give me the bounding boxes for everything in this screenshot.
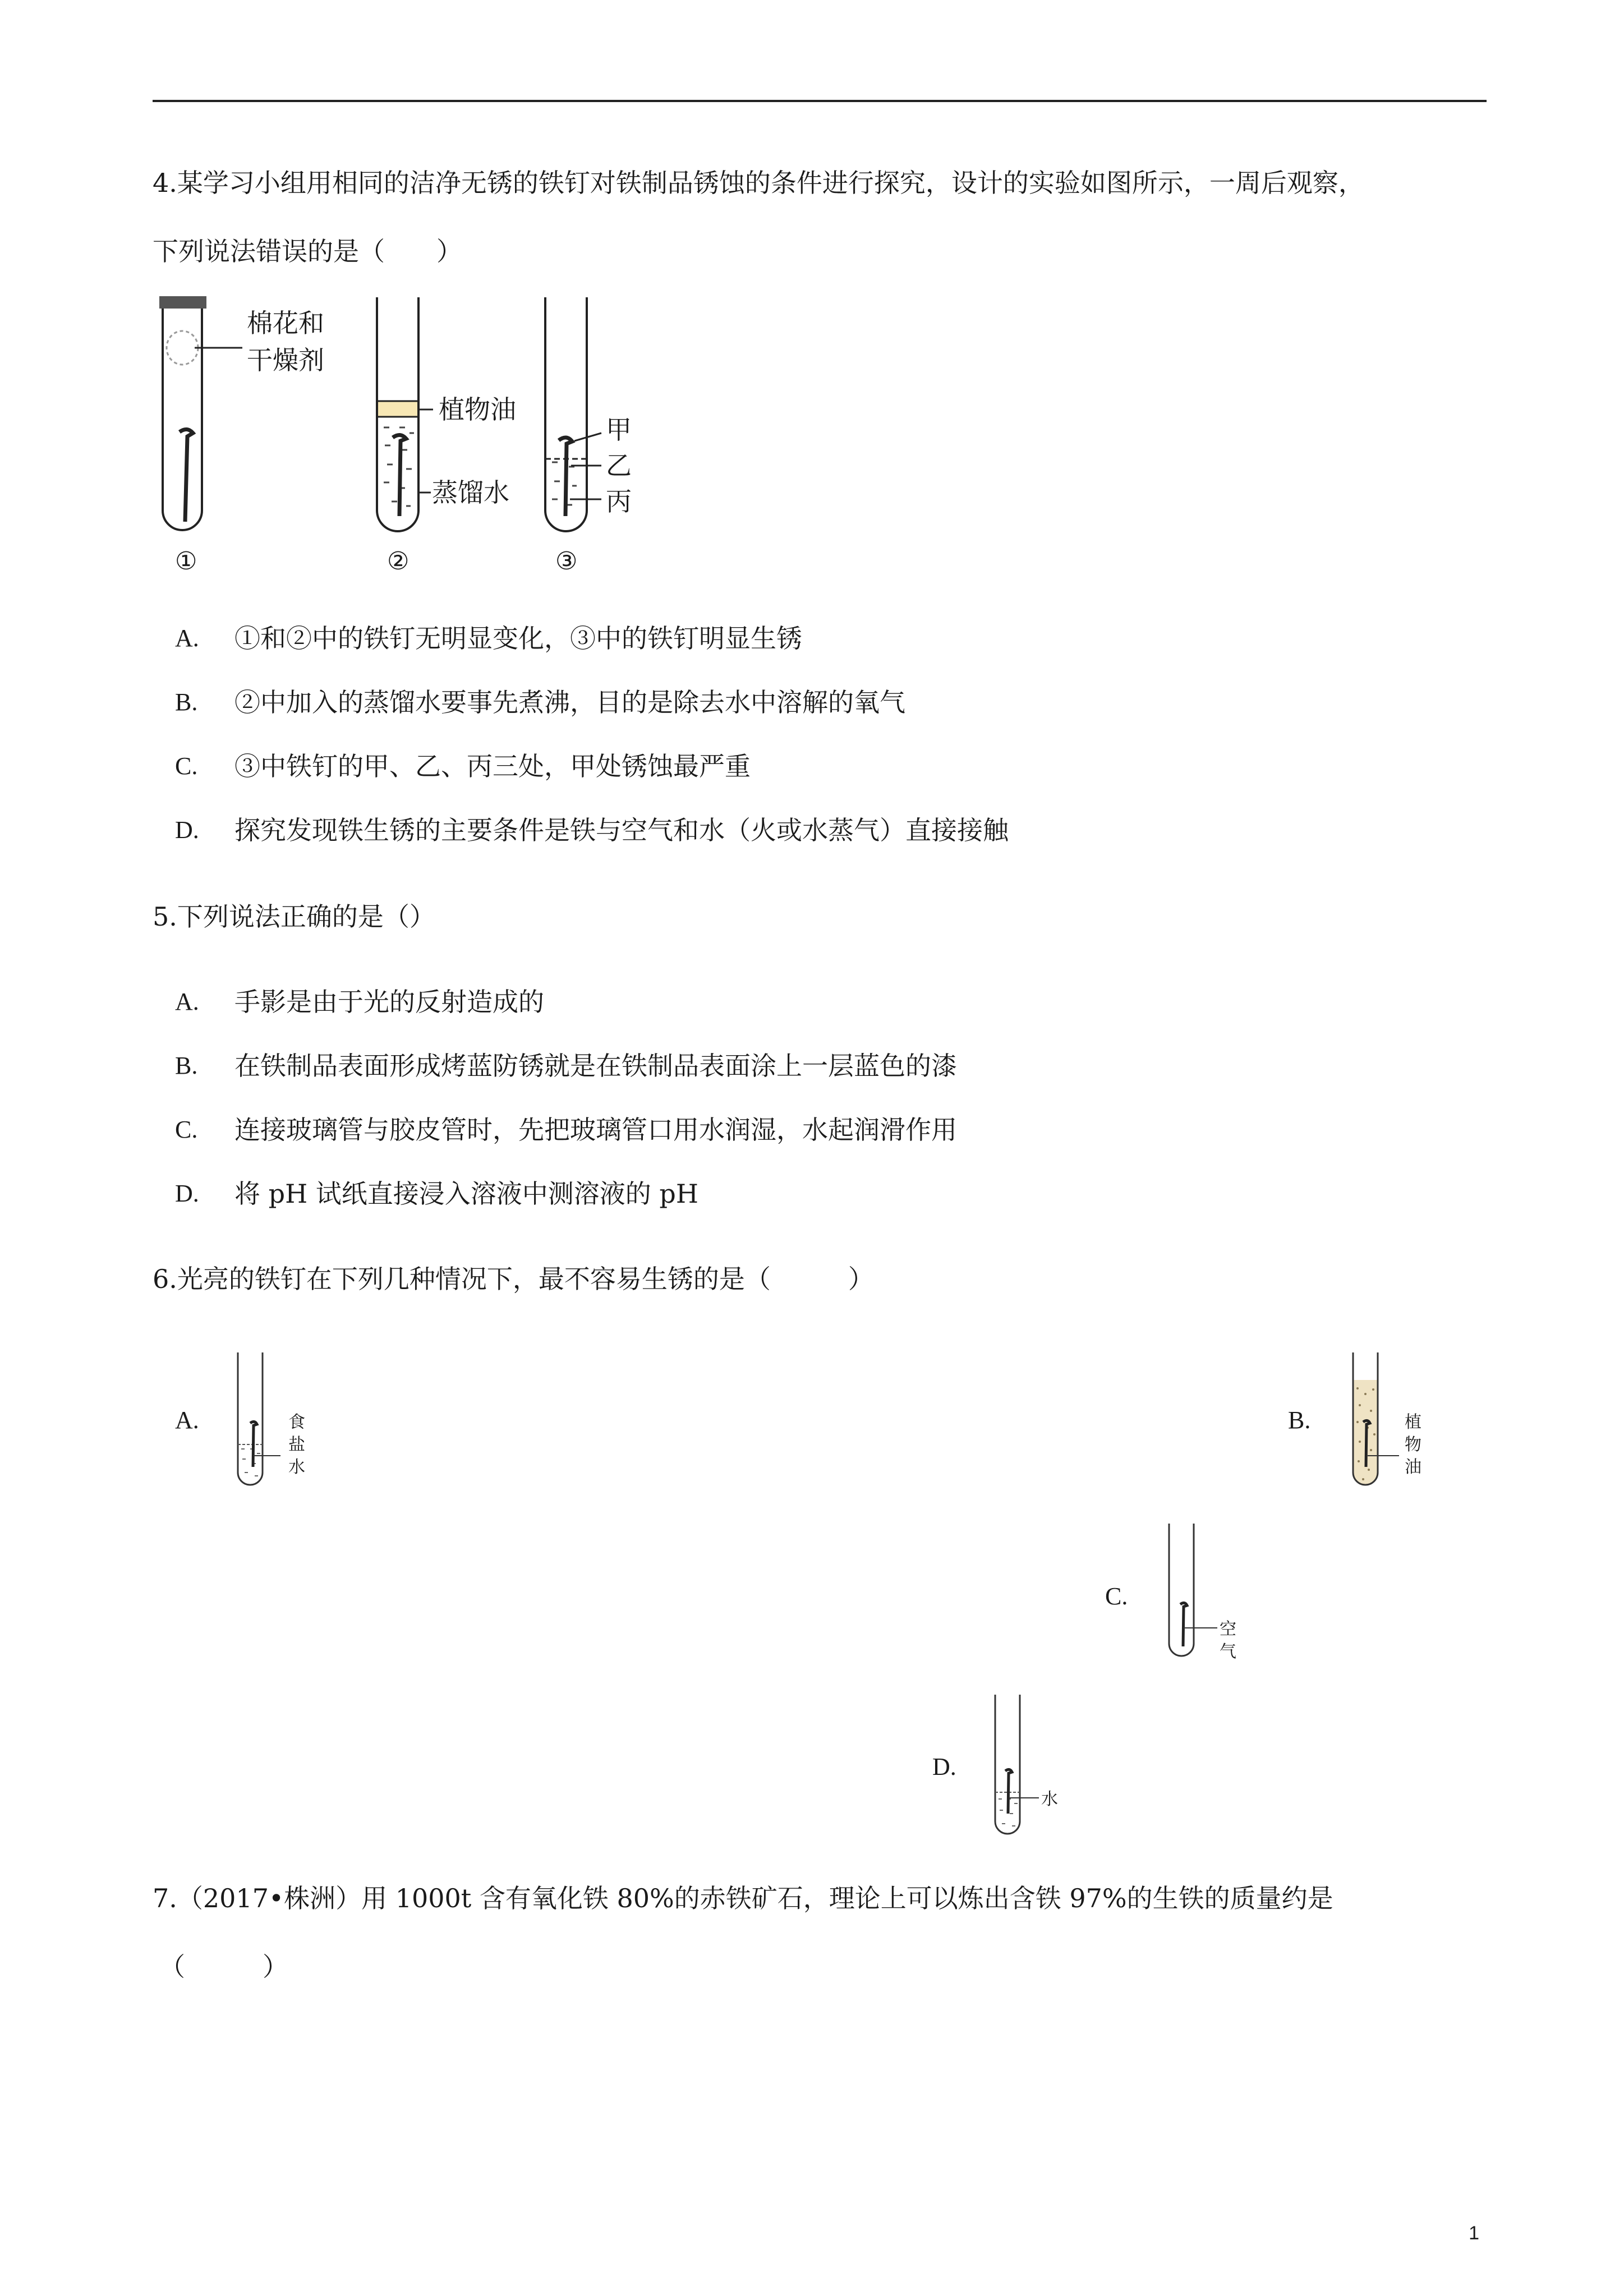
q4-option-d-letter: D. bbox=[175, 816, 199, 844]
q6a-label-3: 水 bbox=[288, 1457, 305, 1477]
tube1-number: ① bbox=[175, 547, 197, 576]
q4-stem-line1: 4.某学习小组用相同的洁净无锈的铁钉对铁制品锈蚀的条件进行探究，设计的实验如图所示，一周后观察， bbox=[153, 168, 1364, 198]
q6-option-d-letter: D. bbox=[932, 1753, 956, 1780]
q6-option-c-figure bbox=[1161, 1520, 1251, 1666]
tube-2 bbox=[377, 297, 516, 576]
q6-option-b-figure bbox=[1343, 1349, 1438, 1495]
q6-option-d-figure bbox=[987, 1691, 1077, 1843]
q6-option-b-letter: B. bbox=[1288, 1406, 1311, 1434]
cotton-desiccant bbox=[167, 331, 198, 365]
q4-option-b-text: ②中加入的蒸馏水要事先煮沸，目的是除去水中溶解的氧气 bbox=[234, 687, 905, 717]
q6b-label-1: 植 bbox=[1405, 1412, 1421, 1432]
q4-option-c-letter: C. bbox=[175, 752, 198, 780]
q5-stem: 5.下列说法正确的是（） bbox=[153, 901, 435, 932]
q5-option-a-text: 手影是由于光的反射造成的 bbox=[234, 987, 544, 1017]
tube3-label-jia: 甲 bbox=[606, 415, 632, 445]
q4-experiment-figure bbox=[153, 286, 669, 583]
tube1-stopper bbox=[159, 296, 206, 309]
tube2-number: ② bbox=[387, 547, 410, 576]
header-rule bbox=[153, 100, 1487, 102]
tube-1 bbox=[159, 296, 324, 576]
tube2-water-label: 蒸馏水 bbox=[432, 477, 509, 508]
water-region bbox=[378, 417, 417, 507]
tube3-number: ③ bbox=[555, 547, 578, 576]
tube3-label-yi: 乙 bbox=[606, 450, 632, 481]
q5-option-c-letter: C. bbox=[175, 1116, 198, 1143]
q6c-label-2: 气 bbox=[1220, 1642, 1236, 1662]
q6c-label-1: 空 bbox=[1220, 1619, 1236, 1639]
q6a-label-1: 食 bbox=[288, 1412, 305, 1432]
q6a-label-2: 盐 bbox=[288, 1435, 305, 1455]
q4-stem-line2: 下列说法错误的是（ ） bbox=[153, 236, 462, 266]
q7-stem-line1: 7.（2017•株洲）用 1000t 含有氧化铁 80%的赤铁矿石，理论上可以炼出含铁 97%的生铁的质量约是 bbox=[153, 1883, 1333, 1913]
q5-option-d-text: 将 pH 试纸直接浸入溶液中测溶液的 pH bbox=[234, 1179, 698, 1209]
q4-option-d-text: 探究发现铁生锈的主要条件是铁与空气和水（火或水蒸气）直接接触 bbox=[234, 815, 1009, 845]
q4-option-b-letter: B. bbox=[175, 688, 198, 716]
q6d-label-1: 水 bbox=[1041, 1789, 1058, 1809]
q6-stem: 6.光亮的铁钉在下列几种情况下，最不容易生锈的是（ ） bbox=[153, 1264, 874, 1294]
q5-option-d-letter: D. bbox=[175, 1180, 199, 1207]
q4-option-c-text: ③中铁钉的甲、乙、丙三处，甲处锈蚀最严重 bbox=[234, 751, 751, 781]
q6b-label-2: 物 bbox=[1405, 1435, 1421, 1455]
tube3-label-bing: 丙 bbox=[606, 486, 632, 517]
tube1-label-1: 棉花和 bbox=[247, 308, 324, 338]
oil-layer bbox=[378, 401, 417, 417]
q6-option-a-letter: A. bbox=[175, 1406, 199, 1434]
iron-nail-2 bbox=[393, 435, 406, 516]
q5-option-a-letter: A. bbox=[175, 988, 199, 1015]
q5-option-b-text: 在铁制品表面形成烤蓝防锈就是在铁制品表面涂上一层蓝色的漆 bbox=[234, 1051, 957, 1081]
q5-option-c-text: 连接玻璃管与胶皮管时，先把玻璃管口用水润湿，水起润滑作用 bbox=[234, 1115, 957, 1145]
tube-3 bbox=[545, 297, 632, 576]
tube1-label-2: 干燥剂 bbox=[247, 345, 324, 375]
q6-option-c-letter: C. bbox=[1105, 1582, 1128, 1610]
q7-stem-line2: （ ） bbox=[159, 1952, 288, 1982]
iron-nail-1 bbox=[180, 429, 193, 522]
q4-option-a-text: ①和②中的铁钉无明显变化，③中的铁钉明显生锈 bbox=[234, 623, 802, 654]
q4-option-a-letter: A. bbox=[175, 624, 199, 652]
page-number: 1 bbox=[1469, 2223, 1479, 2244]
q5-option-b-letter: B. bbox=[175, 1052, 198, 1079]
q6b-label-3: 油 bbox=[1405, 1457, 1421, 1477]
q6-option-a-figure bbox=[230, 1349, 320, 1495]
tube2-oil-label: 植物油 bbox=[439, 394, 516, 425]
